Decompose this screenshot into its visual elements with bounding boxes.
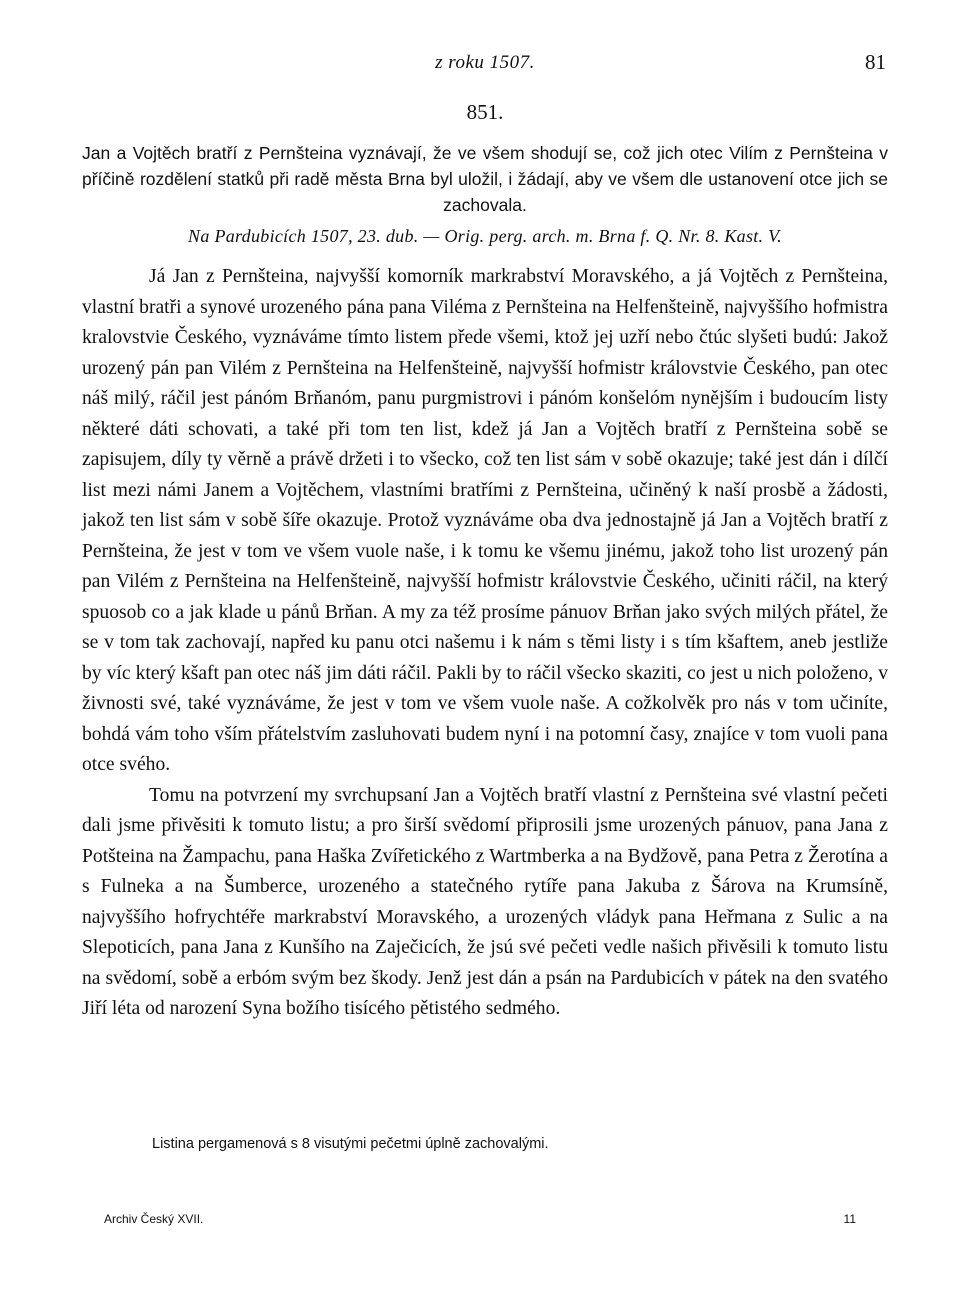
- document-body: [82, 262, 888, 1025]
- document-regest: Jan a Vojtěch bratří z Pernšteina vyznávají, že ve všem shodují se, což jich otec Vilím z Pernšteina v příčině rozdělení statků při radě města Brna byl uložil, i žádají, aby ve všem dle ustanovení otce jich se zachovala.: [82, 143, 888, 215]
- page-number: 81: [865, 50, 886, 74]
- page-footer: [104, 1212, 856, 1232]
- running-title: z roku 1507.: [435, 52, 535, 73]
- footer-sheet-number: 11: [843, 1212, 856, 1226]
- document-source-citation: Na Pardubicích 1507, 23. dub. — Orig. perg. arch. m. Brna f. Q. Nr. 8. Kast. V.: [188, 226, 782, 246]
- document-note: Listina pergamenová s 8 visutými pečetmi úplně zachovalými.: [152, 1136, 549, 1152]
- body-paragraph-2: Tomu na potvrzení my svrchupsaní Jan a Vojtěch bratří vlastní z Pernšteina své vlastní pečeti dali jsme přivěsiti k tomuto listu; a pro širší svědomí připrosili jsme urozených pánuov, pana Jana z Potšteina na Žampachu, pana Haška Zvířetického z Wartmberka a na Bydžově, pana Petra z Žerotína a s Fulneka a na Šumberce, urozeného a statečného rytíře pana Jakuba z Šárova na Krumsíně, najvyššího hofrychtéře markrabství Moravského, a urozených vládyk pana Heřmana z Sulic a na Slepoticích, pana Jana z Kunšího na Zaječicích, že jsú své pečeti vedle našich přivěsili k tomuto listu na svědomí, sobě a erbóm svým bez škody. Jenž jest dán a psán na Pardubicích v pátek na den svatého Jiří léta od narození Syna božího tisícého pětistého sedmého.: [82, 784, 888, 1019]
- document-number: 851.: [466, 100, 504, 124]
- footer-signature: Archiv Český XVII.: [104, 1212, 204, 1226]
- body-paragraph-1: Já Jan z Pernšteina, najvyšší komorník markrabství Moravského, a já Vojtěch z Pernšteina, vlastní bratři a synové urozeného pána pana Viléma z Pernšteina na Helfenšteině, najvyššího hofmistra kralovstvie Českého, vyznáváme tímto listem přede všemi, ktož jej uzří nebo čtúc slyšeti budú: Jakož urozený pán pan Vilém z Pernšteina na Helfenšteině, najvyšší hofmistr královstvie Českého, pan otec náš milý, ráčil jest pánóm Brňanóm, panu purgmistrovi i pánóm konšelóm nynějším i budoucím listy některé dáti schovati, a také při tom ten list, kdež já Jan a Vojtěch bratří z Pernšteina sobě se zapisujem, díly ty věrně a právě držeti i to všecko, což ten list sám v sobě okazuje; také jest dán i dílčí list mezi námi Janem a Vojtěchem, vlastními bratřími z Pernšteina, učiněný k naší prosbě a žádosti, jakož ten list sám v sobě šíře okazuje. Protož vyznáváme oba dva jednostajně já Jan a Vojtěch bratří z Pernšteina, že jest v tom ve všem vuole naše, i k tomu ke všemu jinému, jakož toho list urozený pán pan Vilém z Pernšteina na Helfenšteině, najvyšší hofmistr královstvie Českého, učiniti ráčil, na který spuosob co a jak klade u pánů Brňan. A my za též prosíme pánuov Brňan jako svých milých přátel, že se v tom tak zachovají, napřed ku panu otci našemu i k nám s těmi listy i s tím kšaftem, aneb jestliže by víc který kšaft pan otec náš jim dáti ráčil. Pakli by to ráčil všecko skaziti, co jest u nich položeno, v živnosti své, také vyznáváme, že jest v tom ve všem vuole naše. A cožkolvěk pro nás v tom učiníte, bohdá vám toho vším přátelstvím zasluhovati budem nyní i na potomní časy, znajíce v tom vuoli pana otce svého.: [82, 266, 888, 775]
- running-head: [82, 50, 888, 78]
- book-page: [82, 0, 888, 1314]
